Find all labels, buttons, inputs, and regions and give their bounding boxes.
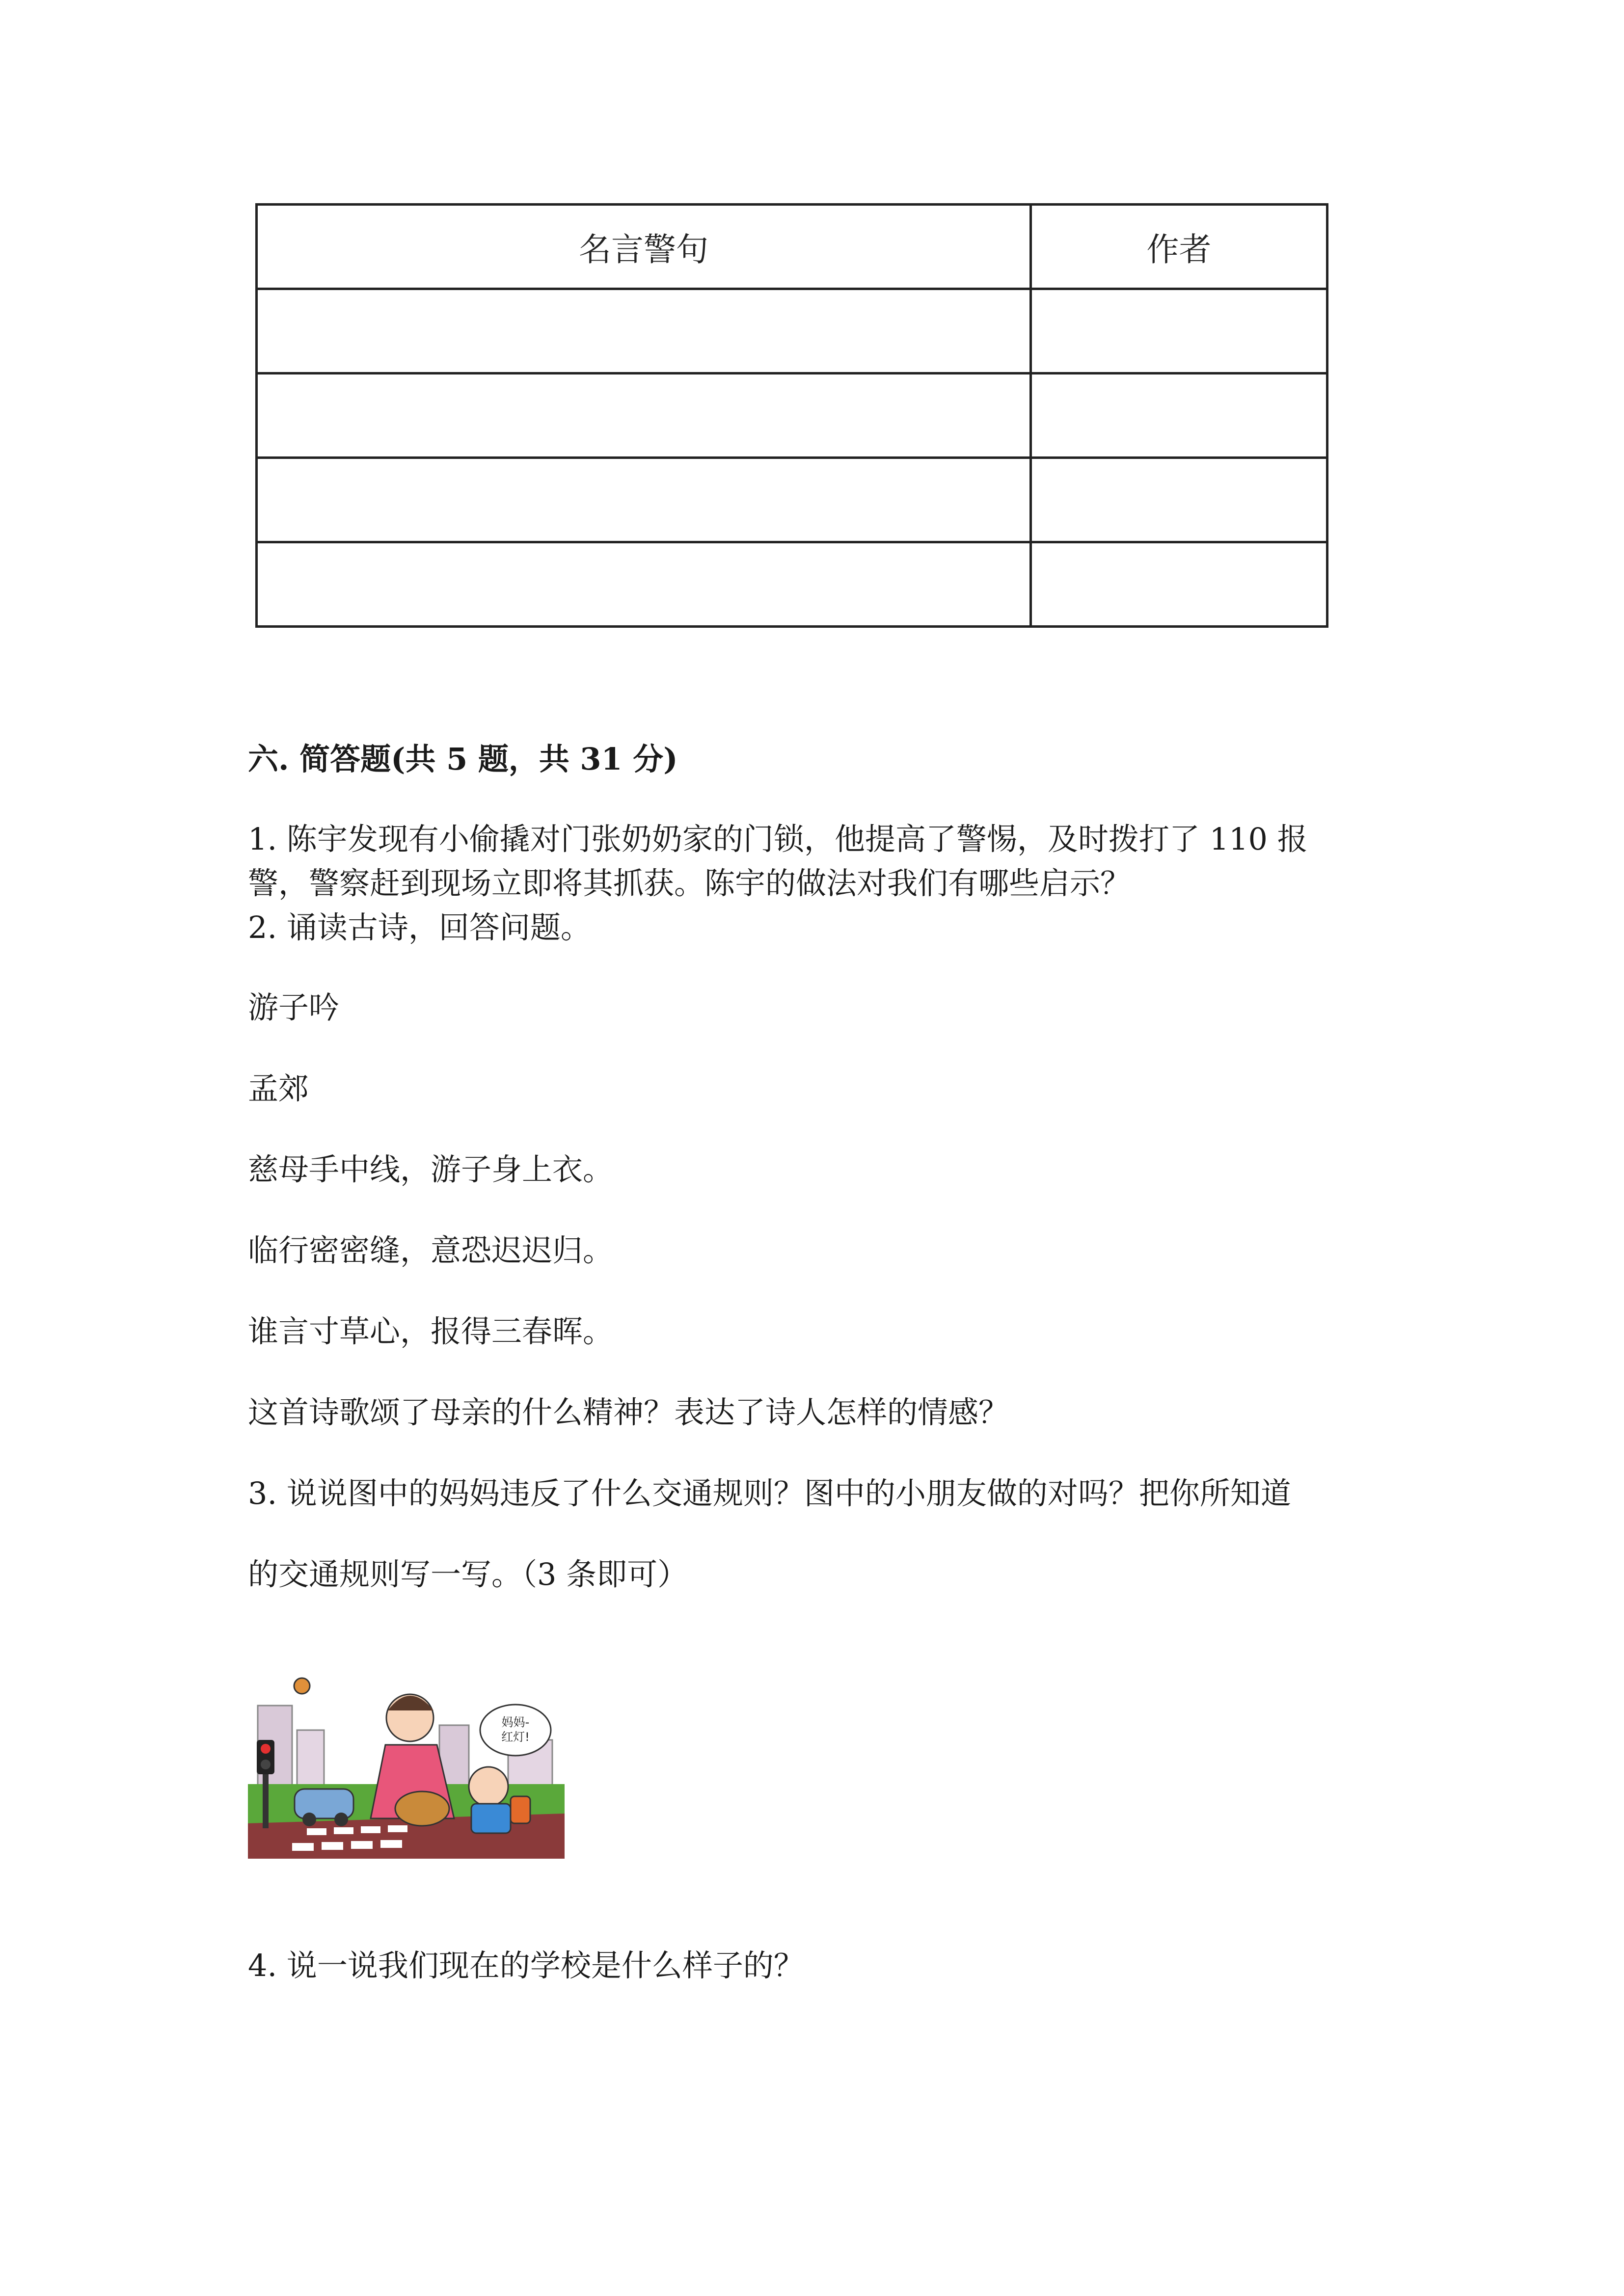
header-author: 作者 [1031,205,1327,289]
q1-line-2: 警，警察赶到现场立即将其抓获。陈宇的做法对我们有哪些启示？ [248,865,1131,901]
header-quote: 名言警句 [257,205,1031,289]
poem-line-3: 谁言寸草心，报得三春晖。 [248,1313,614,1349]
poem-title: 游子吟 [248,989,340,1025]
red-light-icon [261,1744,271,1754]
section-title: 六. 简答题(共 5 题，共 31 分) [248,741,678,777]
q4-line: 4. 说一说我们现在的学校是什么样子的？ [248,1948,804,1983]
traffic-illustration [248,1671,565,1859]
backpack [511,1796,530,1823]
cell-quote[interactable] [257,289,1031,374]
poem-line-2: 临行密密缝，意恐迟迟归。 [248,1232,614,1268]
q1-line-1: 1. 陈宇发现有小偷撬对门张奶奶家的门锁，他提高了警惕，及时拨打了 110 报 [248,821,1308,857]
car-wheel [334,1813,348,1826]
q2-question: 这首诗歌颂了母亲的什么精神？表达了诗人怎样的情感？ [248,1394,1009,1430]
car-wheel [302,1813,316,1826]
cell-author[interactable] [1031,458,1327,542]
cell-author[interactable] [1031,374,1327,458]
speech-text-1: 妈妈- [501,1715,530,1729]
cell-quote[interactable] [257,374,1031,458]
table-row [257,542,1327,627]
table-header-row [257,205,1327,289]
table-row [257,458,1327,542]
child-head [469,1767,508,1806]
cell-quote[interactable] [257,458,1031,542]
q3-line-1: 3. 说说图中的妈妈违反了什么交通规则？图中的小朋友做的对吗？把你所知道 [248,1475,1291,1511]
q2-prompt: 2. 诵读古诗，回答问题。 [248,909,591,945]
poem-poet: 孟郊 [248,1070,309,1106]
poem-line-1: 慈母手中线，游子身上衣。 [248,1151,614,1187]
building [297,1730,324,1789]
speech-text-2: 红灯! [501,1730,530,1744]
basket [395,1791,449,1826]
bird-icon [294,1678,310,1694]
table-row [257,374,1327,458]
cell-author[interactable] [1031,289,1327,374]
child-body [471,1804,511,1833]
cell-author[interactable] [1031,542,1327,627]
quotes-table [255,203,1328,628]
cell-quote[interactable] [257,542,1031,627]
q3-line-2: 的交通规则写一写。（3 条即可） [248,1556,688,1592]
table-row [257,289,1327,374]
green-light-icon [261,1760,271,1769]
